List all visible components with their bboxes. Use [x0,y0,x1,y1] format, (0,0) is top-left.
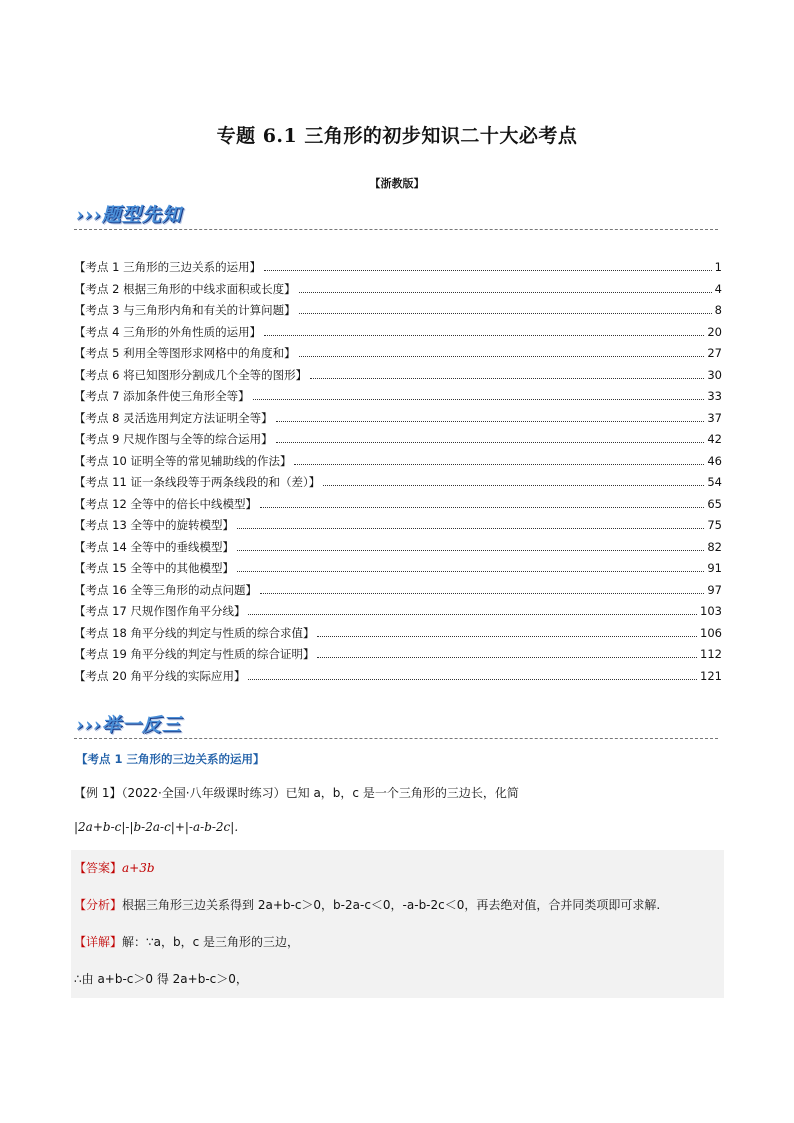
example-statement [74,784,724,801]
toc-entry-label: 【考点 5 利用全等图形求网格中的角度和】 [74,346,296,360]
toc-entry-page: 54 [707,475,722,489]
toc-entry-page: 8 [714,303,722,317]
toc-entry-page: 30 [707,367,722,382]
toc-entry-page: 75 [707,518,722,532]
toc-entry[interactable] [74,453,722,475]
page-title: 专题 6.1 三角形的初步知识二十大必考点 [216,125,578,147]
toc-entry-label: 【考点 16 全等三角形的动点问题】 [74,582,257,597]
toc-entry-label: 【考点 6 将已知图形分割成几个全等的图形】 [74,367,308,382]
toc-entry[interactable] [74,367,722,389]
toc-leader [276,412,705,422]
toc-entry-page: 33 [707,389,722,403]
toc-entry-page: 91 [707,561,722,575]
toc-entry-label: 【考点 9 尺规作图与全等的综合运用】 [74,432,273,446]
answer-value: a+3b [122,861,155,875]
example-expression: |2a+b-c|-|b-2a-c|+|-a-b-2c|. [74,820,239,834]
example-label: 【例 1】 [74,786,122,800]
toc-leader [317,648,697,658]
toc-leader [248,670,697,680]
divider [74,229,718,230]
toc-leader [248,605,697,615]
toc-leader [276,433,705,443]
section-heading: 【考点 1 三角形的三边关系的运用】 [76,752,265,766]
analysis-text: 根据三角形三边关系得到 2a+b-c＞0，b-2a-c＜0，-a-b-2c＜0，再去绝对值，合并同类项即可求解. [122,898,661,912]
toc-entry-label: 【考点 2 根据三角形的中线求面积或长度】 [74,281,296,296]
toc-entry[interactable] [74,646,722,668]
toc-leader [323,476,704,486]
toc-entry[interactable] [74,560,722,582]
toc-entry[interactable] [74,668,722,690]
table-of-contents [74,259,722,689]
toc-entry-label: 【考点 7 添加条件使三角形全等】 [74,389,250,403]
toc-leader [253,390,705,400]
toc-entry[interactable] [74,603,722,625]
toc-entry-label: 【考点 1 三角形的三边关系的运用】 [74,260,262,274]
toc-entry[interactable] [74,324,722,346]
toc-leader [317,627,697,637]
toc-entry[interactable] [74,431,722,453]
banner-question-types: ›››题型先知 [76,204,182,226]
toc-entry-label: 【考点 12 全等中的倍长中线模型】 [74,496,257,511]
toc-entry-label: 【考点 3 与三角形内角和有关的计算问题】 [74,303,296,317]
toc-entry[interactable] [74,539,722,561]
toc-leader [260,584,704,594]
detail-line-2: ∴由 a+b-c＞0 得 2a+b-c＞0， [74,972,248,986]
analysis-line [74,896,660,913]
toc-entry-label: 【考点 18 角平分线的判定与性质的综合求值】 [74,625,315,640]
toc-entry-label: 【考点 11 证一条线段等于两条线段的和（差）】 [74,475,321,489]
toc-entry-page: 46 [707,453,722,468]
toc-leader [264,326,704,336]
detail-text: 解：∵a，b，c 是三角形的三边， [122,935,300,949]
toc-entry-label: 【考点 10 证明全等的常见辅助线的作法】 [74,453,292,468]
toc-leader [264,261,712,271]
toc-entry-label: 【考点 13 全等中的旋转模型】 [74,518,234,532]
toc-entry-page: 42 [707,432,722,446]
toc-entry-page: 121 [700,668,722,683]
toc-entry-page: 106 [700,625,722,640]
example-text: 已知 a，b，c 是一个三角形的三边长，化简 [285,786,519,800]
toc-entry-page: 4 [714,281,722,296]
toc-entry[interactable] [74,496,722,518]
edition-label: 【浙教版】 [369,177,425,190]
toc-entry-label: 【考点 20 角平分线的实际应用】 [74,668,246,683]
answer-label: 【答案】 [74,861,123,875]
toc-entry[interactable] [74,345,722,367]
toc-leader [294,455,704,465]
toc-entry[interactable] [74,517,722,539]
toc-entry-label: 【考点 17 尺规作图作角平分线】 [74,604,246,618]
toc-entry[interactable] [74,582,722,604]
answer-line [74,859,155,876]
toc-entry-label: 【考点 14 全等中的垂线模型】 [74,539,234,554]
banner-examples: ›››举一反三 [76,714,182,736]
toc-leader [299,347,705,357]
toc-entry-page: 82 [707,539,722,554]
toc-entry[interactable] [74,302,722,324]
toc-entry-page: 1 [714,260,722,274]
toc-entry[interactable] [74,474,722,496]
toc-entry-page: 112 [700,647,722,661]
example-source: （2022·全国·八年级课时练习） [121,786,286,800]
toc-entry[interactable] [74,410,722,432]
toc-entry[interactable] [74,281,722,303]
toc-entry[interactable] [74,625,722,647]
toc-entry-page: 97 [707,582,722,597]
toc-entry-label: 【考点 8 灵活选用判定方法证明全等】 [74,410,273,425]
toc-entry-page: 65 [707,496,722,511]
toc-entry-label: 【考点 19 角平分线的判定与性质的综合证明】 [74,647,315,661]
toc-entry[interactable] [74,259,722,281]
toc-leader [237,541,704,551]
toc-entry-label: 【考点 4 三角形的外角性质的运用】 [74,324,262,339]
toc-entry-page: 20 [707,324,722,339]
toc-leader [299,304,712,314]
toc-entry-page: 103 [700,604,722,618]
toc-leader [299,283,712,293]
toc-leader [310,369,704,379]
toc-entry-label: 【考点 15 全等中的其他模型】 [74,561,234,575]
toc-leader [260,498,704,508]
detail-line [74,933,299,950]
toc-entry-page: 37 [707,410,722,425]
toc-entry[interactable] [74,388,722,410]
toc-entry-page: 27 [707,346,722,360]
analysis-label: 【分析】 [74,898,123,912]
toc-leader [237,562,704,572]
detail-label: 【详解】 [74,935,123,949]
toc-leader [237,519,704,529]
divider [74,738,718,739]
